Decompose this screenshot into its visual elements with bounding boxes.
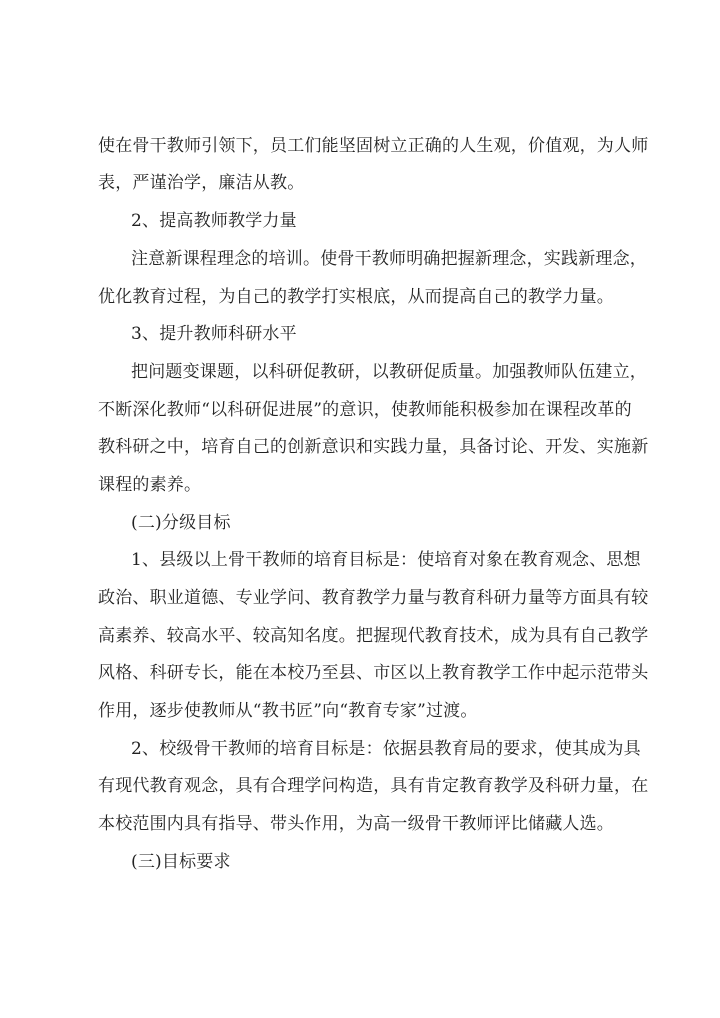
- paragraph-line: 有现代教育观念，具有合理学问构造，具有肯定教育教学及科研力量，在: [98, 776, 649, 796]
- paragraph-line: 课程的素养。: [98, 475, 202, 495]
- paragraph-line: 本校范围内具有指导、带头作用，为高一级骨干教师评比储藏人选。: [98, 814, 614, 834]
- section-heading: (二)分级目标: [131, 513, 231, 533]
- section-heading: 2、提高教师教学力量: [131, 211, 297, 231]
- paragraph-line: 不断深化教师“以科研促进展”的意识，使教师能积极参加在课程改革的: [98, 400, 632, 420]
- paragraph-line: 优化教育过程，为自己的教学打实根底，从而提高自己的教学力量。: [98, 287, 614, 307]
- paragraph-line: 风格、科研专长，能在本校乃至县、市区以上教育教学工作中起示范带头: [98, 663, 649, 683]
- paragraph-line: 使在骨干教师引领下，员工们能坚固树立正确的人生观，价值观，为人师: [98, 136, 649, 156]
- paragraph-line: 作用，逐步使教师从“教书匠”向“教育专家”过渡。: [98, 701, 478, 721]
- paragraph-line: 教科研之中，培育自己的创新意识和实践力量，具备讨论、开发、实施新: [98, 437, 649, 457]
- paragraph-line: 政治、职业道德、专业学问、教育教学力量与教育科研力量等方面具有较: [98, 588, 649, 608]
- paragraph-line: 注意新课程理念的培训。使骨干教师明确把握新理念，实践新理念，: [131, 249, 647, 269]
- paragraph-line: 表，严谨治学，廉洁从教。: [98, 173, 305, 193]
- section-heading: 3、提升教师科研水平: [131, 324, 297, 344]
- section-heading: (三)目标要求: [131, 852, 231, 872]
- paragraph-line: 2、校级骨干教师的培育目标是：依据县教育局的要求，使其成为具: [131, 739, 641, 759]
- paragraph-line: 高素养、较高水平、较高知名度。把握现代教育技术，成为具有自己教学: [98, 626, 649, 646]
- paragraph-line: 把问题变课题，以科研促教研，以教研促质量。加强教师队伍建立，: [131, 362, 647, 382]
- paragraph-line: 1、县级以上骨干教师的培育目标是：使培育对象在教育观念、思想: [131, 550, 641, 570]
